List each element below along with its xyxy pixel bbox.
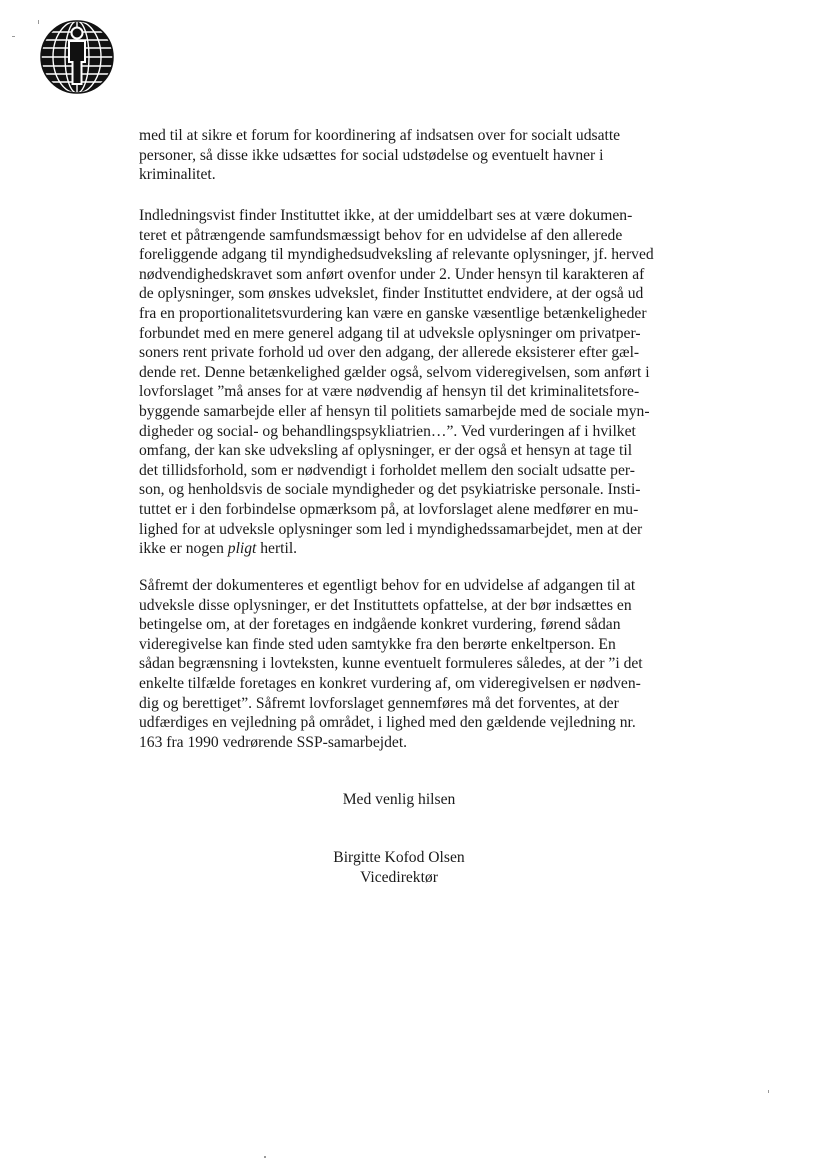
text-line: sådan begrænsning i lovteksten, kunne eventuelt formuleres således, at der ”i det (139, 655, 643, 673)
text-line: det tillidsforhold, som er nødvendigt i forholdet mellem den socialt udsatte per- (139, 461, 635, 479)
closing-greeting: Med venlig hilsen (342, 791, 456, 808)
text-line: udfærdiges en vejledning på området, i lighed med den gældende vejledning nr. (139, 714, 636, 732)
text-line: udveksle disse oplysninger, er det Instituttets opfattelse, at der bør indsættes en (139, 596, 632, 614)
text-line: betingelse om, at der foretages en indgående konkret vurdering, førend sådan (139, 616, 621, 634)
text-line: Indledningsvist finder Instituttet ikke, at der umiddelbart ses at være dokumen- (139, 207, 633, 224)
text-line: forbundet med en mere generel adgang til at udveksle oplysninger om privatper- (139, 324, 641, 342)
text-line: foreliggende adgang til myndighedsudveksling af relevante oplysninger, jf. herved (139, 246, 654, 264)
text-line: Såfremt der dokumenteres et egentligt behov for en udvidelse af adgangen til at (139, 577, 636, 594)
text-line: son, og henholdsvis de sociale myndigheder og det psykiatriske personale. Insti- (139, 481, 641, 499)
text-line: 163 fra 1990 vedrørende SSP-samarbejdet. (139, 733, 408, 751)
paragraph-coordination (139, 126, 709, 185)
signatory-name: Birgitte Kofod Olsen (333, 849, 465, 866)
text-line: dig og berettiget”. Såfremt lovforslaget gennemføres må det forventes, at der (139, 694, 619, 712)
text-line: nødvendighedskravet som anført ovenfor under 2. Under hensyn til karakteren af (139, 265, 645, 283)
signatory-title: Vicedirektør (360, 869, 438, 886)
human-rights-globe-icon (40, 20, 114, 94)
text-line: fra en proportionalitetsvurdering kan være en ganske væsentlige betænkeligheder (139, 304, 647, 322)
text-line: lighed for at udveksle oplysninger som led i myndighedssamarbejdet, men at der (139, 520, 643, 538)
text-fragment: hertil. (256, 540, 298, 558)
text-line: teret et påtrængende samfundsmæssigt behov for en udvidelse af den allerede (139, 226, 623, 244)
text-line: de oplysninger, som ønskes udvekslet, finder Instituttet endvidere, at der også ud (139, 285, 644, 303)
text-line: byggende samarbejde eller af hensyn til politiets samarbejde med de sociale myn- (139, 402, 650, 420)
text-fragment: ikke er nogen (139, 540, 228, 558)
text-line: kriminalitet. (139, 166, 216, 184)
text-line: digheder og social- og behandlingspsykliatrien…”. Ved vurderingen af i hvilket (139, 422, 636, 440)
text-line: enkelte tilfælde foretages en konkret vurdering af, om videregivelsen er nødven- (139, 674, 641, 692)
text-line: personer, så disse ikke udsættes for social udstødelse og eventuelt havner i (139, 146, 604, 164)
text-line-last (139, 539, 709, 559)
text-line: soners rent private forhold ud over den adgang, der allerede eksisterer efter gæl- (139, 344, 640, 362)
paragraph-assessment (139, 206, 709, 559)
text-line: videregivelse kan finde sted uden samtykke fra den berørte enkeltperson. En (139, 635, 616, 653)
text-line: med til at sikre et forum for koordinering af indsatsen over for socialt udsatte (139, 127, 621, 144)
emphasis-pligt: pligt (227, 540, 257, 558)
text-line: lovforslaget ”må anses for at være nødvendig af hensyn til det kriminalitetsfore- (139, 383, 640, 401)
text-line: omfang, der kan ske udveksling af oplysninger, er der også et hensyn at tage til (139, 442, 633, 460)
paragraph-recommendation (139, 576, 709, 752)
text-line: dende ret. Denne betænkelighed gælder også, selvom videregivelsen, som anført i (139, 363, 650, 381)
text-line: tuttet er i den forbindelse opmærksom på, at lovforslaget alene medfører en mu- (139, 500, 639, 518)
